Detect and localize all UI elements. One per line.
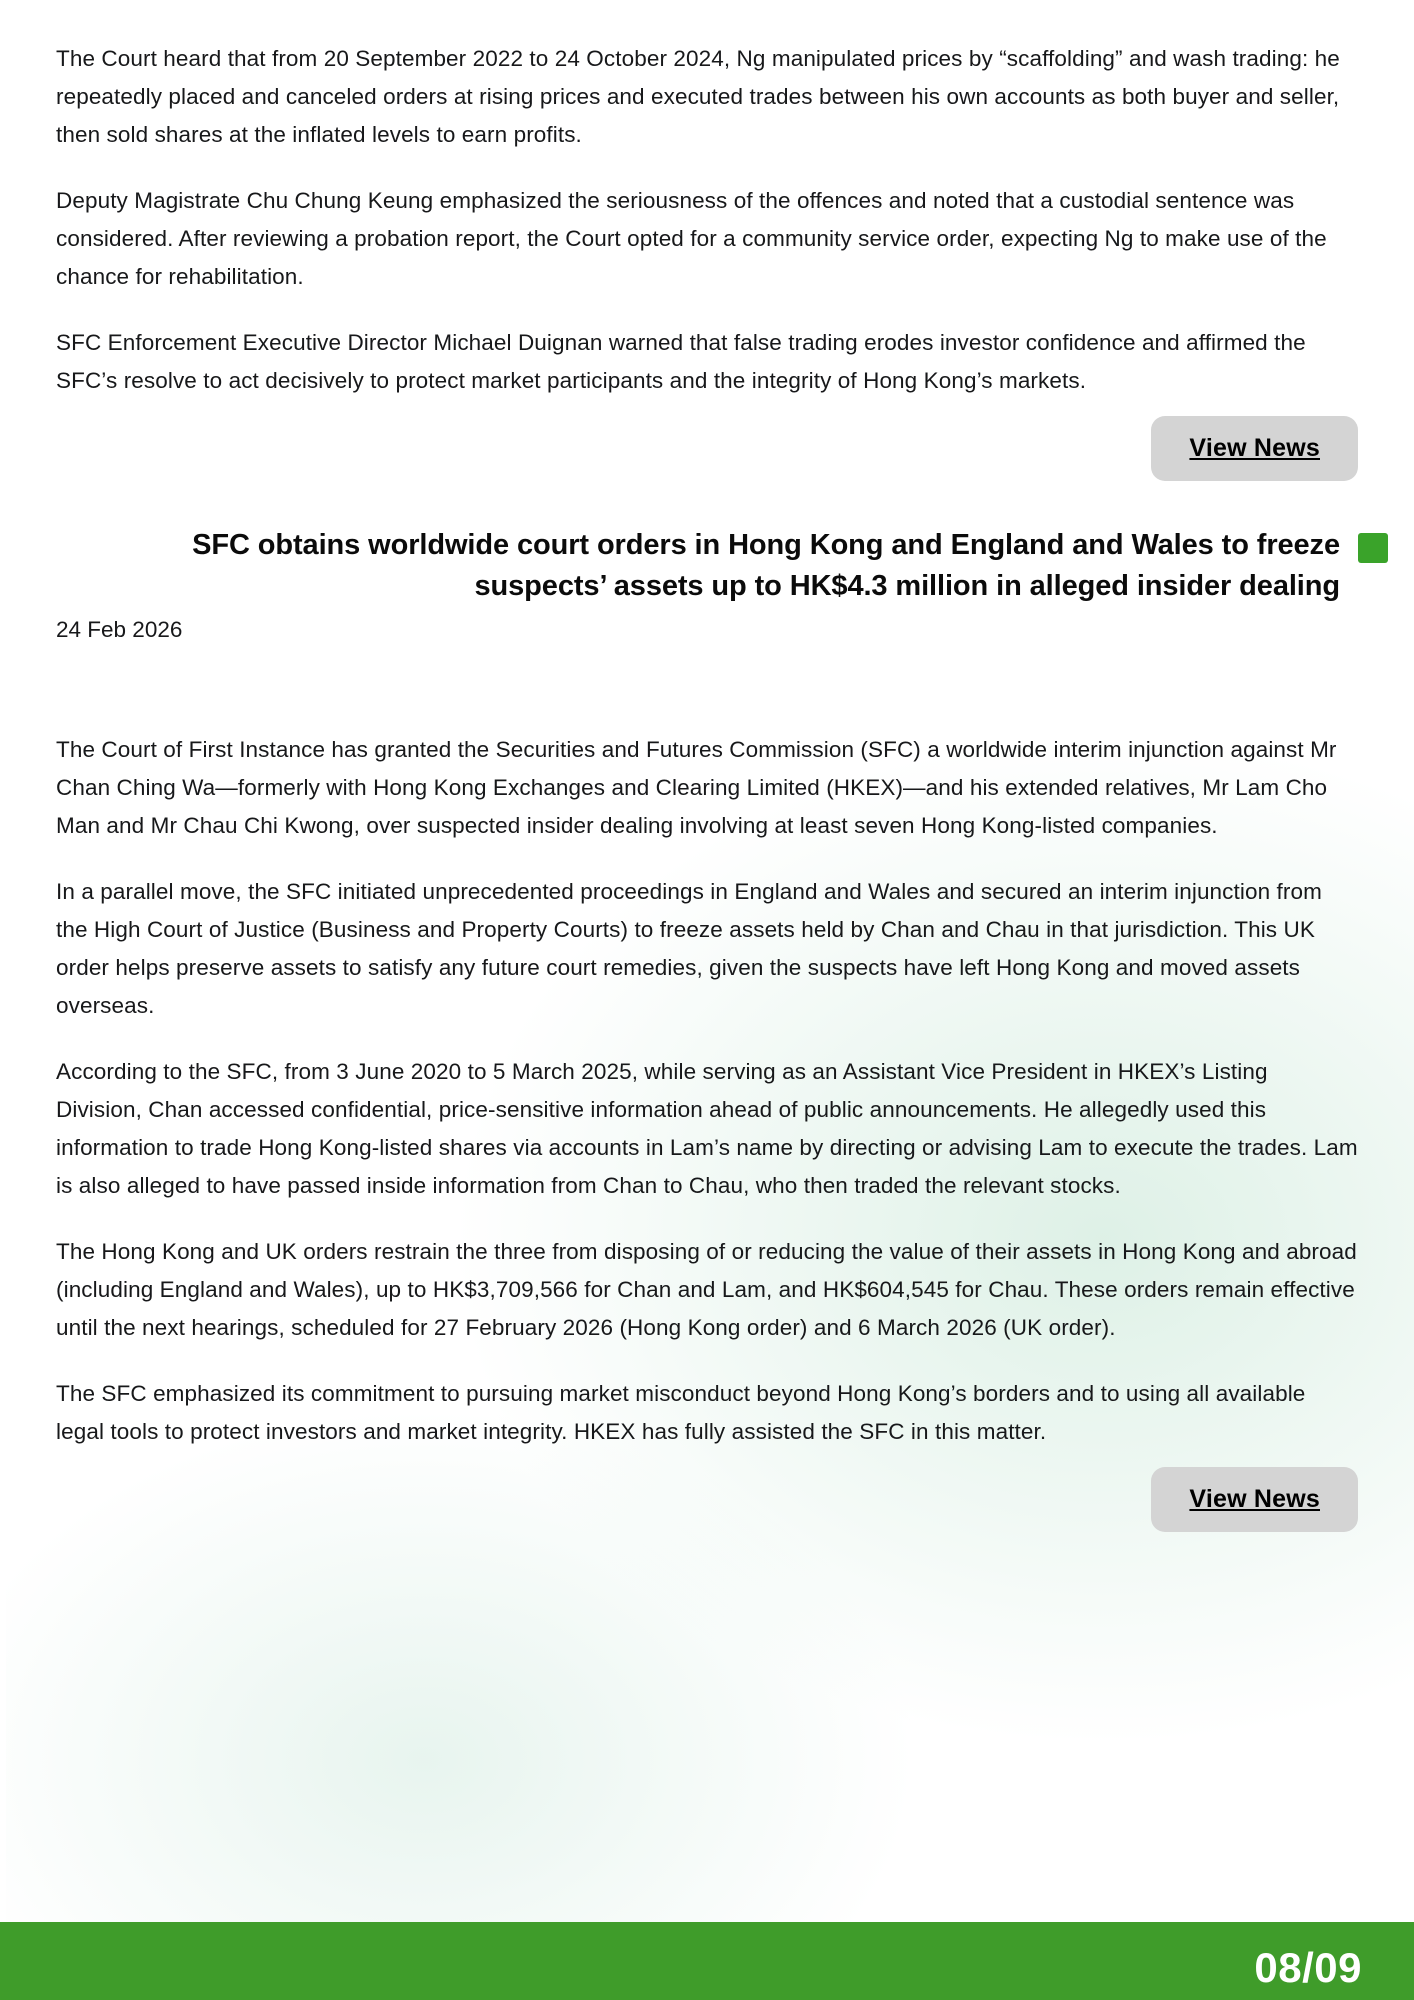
article-one-paragraph-3: SFC Enforcement Executive Director Michael Duignan warned that false trading erodes investor confidence and affirmed the SFC’s resolve to act decisively to protect market participants and the integrity of Hong Kong’s markets.	[56, 330, 1306, 393]
article-one-action-row	[56, 416, 1358, 481]
page-content	[56, 40, 1358, 1532]
article-two-paragraph-2: In a parallel move, the SFC initiated unprecedented proceedings in England and Wales and secured an interim injunction from the High Court of Justice (Business and Property Courts) to freeze assets held by Chan and Chau in that jurisdiction. This UK order helps preserve assets to satisfy any future court remedies, given the suspects have left Hong Kong and moved assets overseas.	[56, 879, 1322, 1018]
article-two-date: 24 Feb 2026	[56, 617, 183, 642]
accent-square-icon	[1358, 533, 1388, 563]
article-two-header	[56, 525, 1358, 675]
article-one-paragraph-1: The Court heard that from 20 September 2022 to 24 October 2024, Ng manipulated prices by “scaffolding” and wash trading: he repeatedly placed and canceled orders at rising prices and executed trades between his own accounts as both buyer and seller, then sold shares at the inflated levels to earn profits.	[56, 46, 1340, 147]
article-two-title: SFC obtains worldwide court orders in Hong Kong and England and Wales to freeze suspects’ assets up to HK$4.3 million in alleged insider dealing	[192, 529, 1340, 602]
article-two-body	[56, 731, 1358, 1451]
view-news-button-article-one[interactable]: View News	[1151, 416, 1358, 481]
article-two-paragraph-3: According to the SFC, from 3 June 2020 to 5 March 2025, while serving as an Assistant Vice President in HKEX’s Listing Division, Chan accessed confidential, price-sensitive information ahead of public announcements. He allegedly used this information to trade Hong Kong-listed shares via accounts in Lam’s name by directing or advising Lam to execute the trades. Lam is also alleged to have passed inside information from Chan to Chau, who then traded the relevant stocks.	[56, 1059, 1358, 1198]
article-two-action-row	[56, 1467, 1358, 1532]
article-one-body	[56, 40, 1358, 400]
footer-bar	[0, 1922, 1414, 2000]
page-number: 08/09	[1254, 1944, 1362, 1991]
article-one-paragraph-2: Deputy Magistrate Chu Chung Keung emphasized the seriousness of the offences and noted that a custodial sentence was considered. After reviewing a probation report, the Court opted for a community service order, expecting Ng to make use of the chance for rehabilitation.	[56, 188, 1327, 289]
article-two-paragraph-5: The SFC emphasized its commitment to pursuing market misconduct beyond Hong Kong’s borders and to using all available legal tools to protect investors and market integrity. HKEX has fully assisted the SFC in this matter.	[56, 1381, 1306, 1444]
article-two-paragraph-4: The Hong Kong and UK orders restrain the three from disposing of or reducing the value of their assets in Hong Kong and abroad (including England and Wales), up to HK$3,709,566 for Chan and Lam, and HK$604,545 for Chau. These orders remain effective until the next hearings, scheduled for 27 February 2026 (Hong Kong order) and 6 March 2026 (UK order).	[56, 1239, 1357, 1340]
view-news-button-article-two[interactable]: View News	[1151, 1467, 1358, 1532]
article-two-paragraph-1: The Court of First Instance has granted the Securities and Futures Commission (SFC) a worldwide interim injunction against Mr Chan Ching Wa—formerly with Hong Kong Exchanges and Clearing Limited (HKEX)—and his extended relatives, Mr Lam Cho Man and Mr Chau Chi Kwong, over suspected insider dealing involving at least seven Hong Kong-listed companies.	[56, 737, 1337, 838]
page-left-edge	[0, 0, 6, 2000]
